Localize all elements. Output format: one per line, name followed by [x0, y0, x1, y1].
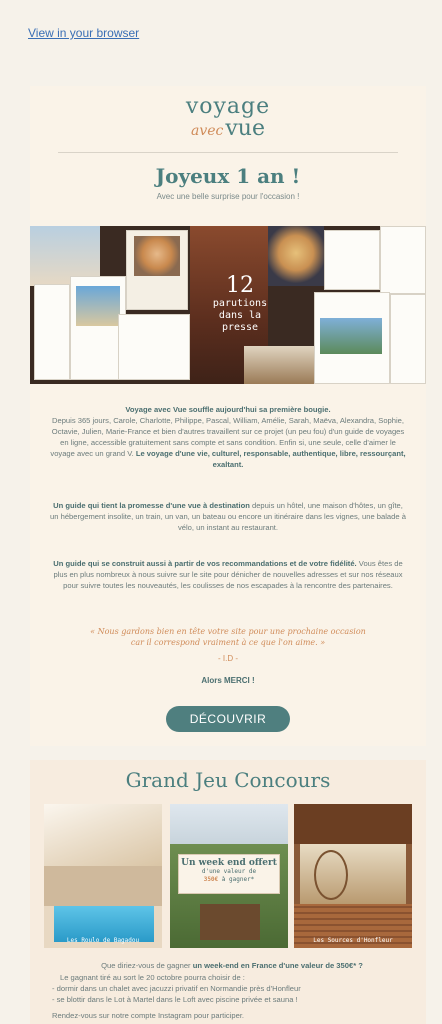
contest-question — [52, 960, 412, 971]
collage-photo-pool — [320, 318, 382, 354]
press-caption-line1: parutions — [212, 298, 268, 309]
collage-photo-arch — [244, 346, 314, 384]
contest-question-text: Que diriez-vous de gagner — [101, 961, 191, 970]
divider — [58, 152, 398, 153]
paragraph-promise-text: depuis un hôtel, une maison d'hôtes, un gîte, un hébergement insolite, un train, un van, un bateau ou encore un itinéraire dans les vignes, une balade à vélo, un instant au restaurant. — [50, 501, 406, 532]
press-caption-line2: dans la presse — [218, 310, 262, 333]
contest-title: Grand Jeu Concours — [125, 768, 331, 792]
discover-button[interactable]: DÉCOUVRIR — [166, 706, 290, 732]
press-collage-image — [30, 226, 426, 384]
paragraph-promise — [50, 500, 406, 533]
offer-line1: d'une valeur de — [201, 868, 257, 875]
offer-title: Un week end offert — [181, 858, 277, 868]
logo-avec: avec — [190, 123, 224, 139]
hero-subtitle: Avec une belle surprise pour l'occasion ! — [156, 192, 300, 201]
quote-signature: - I.D - — [218, 654, 238, 663]
contest-photo-loft[interactable] — [44, 804, 162, 948]
quote-line1: « Nous gardons bien en tête votre site pour une prochaine occasion — [90, 627, 366, 636]
merci-text: Alors MERCI ! — [201, 676, 255, 685]
collage-photo — [76, 286, 120, 326]
collage-portrait — [134, 236, 180, 276]
paragraph-community-heading: Un guide qui se construit aussi à partir de vos recommandations et de votre fidélité. — [53, 559, 357, 568]
offer-value: 350€ — [203, 876, 219, 883]
offer-box — [178, 854, 280, 894]
view-in-browser-link[interactable]: View in your browser — [28, 26, 140, 40]
collage-clipping — [390, 294, 426, 384]
loft-ceiling — [44, 804, 162, 868]
offer-line2: à gagner* — [221, 876, 255, 883]
chalet-house — [200, 904, 260, 940]
paragraph-promise-heading: Un guide qui tient la promesse d'une vue à destination — [53, 501, 250, 510]
contest-card — [30, 760, 426, 1024]
tile1-caption: Les Roulo de Bagadou — [66, 937, 140, 944]
press-count: 12 — [226, 273, 254, 298]
logo-line1: voyage — [185, 94, 271, 119]
terrace-roof — [294, 804, 412, 844]
collage-clipping — [34, 284, 70, 380]
testimonial-quote — [50, 626, 406, 648]
paragraph-intro-highlight: Le voyage d'une vie, culturel, responsable, authentique, libre, ressourçant, exaltant. — [135, 449, 406, 469]
contest-photo-terrace[interactable] — [294, 804, 412, 948]
hanging-chair-icon — [314, 850, 348, 900]
collage-clipping — [118, 314, 190, 380]
paragraph-intro-heading: Voyage avec Vue souffle aujourd'hui sa première bougie. — [125, 405, 331, 414]
quote-line2: car il correspond vraiment à ce que l'on aime. » — [130, 638, 326, 647]
paragraph-intro — [50, 404, 406, 470]
contest-photo-chalet[interactable] — [170, 804, 288, 948]
anniversary-card — [30, 86, 426, 746]
logo-line2: vue — [225, 116, 265, 141]
instagram-cta-text: Rendez-vous sur notre compte Instagram pour participer. — [52, 1011, 245, 1020]
contest-question-highlight: un week-end en France d'une valeur de 350€* ? — [192, 961, 363, 970]
contest-option-2: - se blottir dans le Lot à Martel dans le Loft avec piscine privée et sauna ! — [52, 995, 298, 1004]
paragraph-intro-text: Depuis 365 jours, Carole, Charlotte, Philippe, Pascal, William, Amélie, Sarah, Maëva, Alexandra, Sophie, Octavie, Julien, Marie-France et bien d'autres travaillent sur ce projet (un peu fou) d'un guide de voyages en ligne, accessible gratuitement sans compte et sans condition. Enfin si, une seule, celle d'aimer le voyage avec un grand V. — [50, 416, 405, 458]
contest-option-1: - dormir dans un chalet avec jacuzzi privatif en Normandie près d'Honfleur — [52, 984, 301, 993]
collage-caption — [200, 274, 280, 334]
collage-clipping — [324, 230, 380, 290]
collage-clipping — [380, 226, 426, 294]
contest-rule: Le gagnant tiré au sort le 20 octobre pourra choisir de : — [60, 973, 245, 982]
logo — [30, 96, 426, 142]
tile3-caption: Les Sources d'Honfleur — [313, 937, 393, 944]
paragraph-community — [50, 558, 406, 591]
hero-title: Joyeux 1 an ! — [155, 164, 301, 188]
chalet-sky — [170, 804, 288, 844]
paragraph-community-text: Vous êtes de plus en plus nombreux à nous suivre sur le site pour dénicher de nouvelles adresses et sur nos réseaux pour suivre toutes les nouveautés, les coulisses de nos escapades à la rencontre des partenaires. — [53, 559, 403, 590]
loft-wall — [44, 866, 162, 906]
